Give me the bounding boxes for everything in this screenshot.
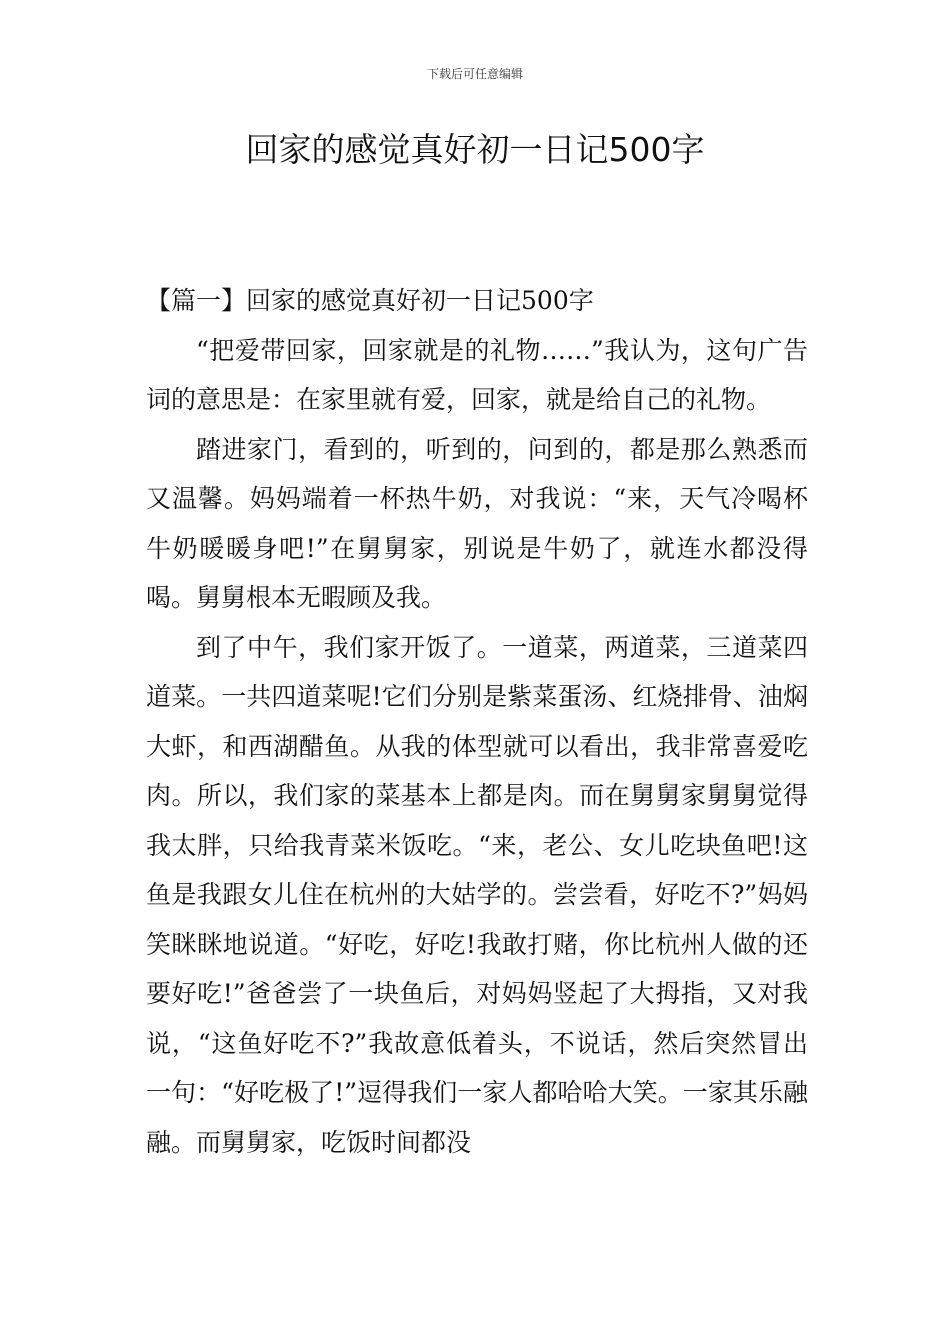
page-title: 回家的感觉真好初一日记500字 xyxy=(245,130,705,169)
paragraph-3: 到了中午，我们家开饭了。一道菜，两道菜，三道菜四道菜。一共四道菜呢!它们分别是紫菜蛋汤、红烧排骨、油焖大虾，和西湖醋鱼。从我的体型就可以看出，我非常喜爱吃肉。所以，我们家的菜基本上都是肉。而在舅舅家舅舅觉得我太胖，只给我青菜米饭吃。“来，老公、女儿吃块鱼吧!这鱼是我跟女儿住在杭州的大姑学的。尝尝看，好吃不?”妈妈笑眯眯地说道。“好吃，好吃!我敢打赌，你比杭州人做的还要好吃!”爸爸尝了一块鱼后，对妈妈竖起了大拇指，又对我说，“这鱼好吃不?”我故意低着头，不说话，然后突然冒出一句：“好吃极了!”逗得我们一家人都哈哈大笑。一家其乐融融。而舅舅家，吃饭时间都没 xyxy=(146,632,808,1157)
header-note: 下载后可任意编辑 xyxy=(426,67,523,81)
article-body xyxy=(146,276,808,1167)
paragraph-2: 踏进家门，看到的，听到的，问到的，都是那么熟悉而又温馨。妈妈端着一杯热牛奶，对我说：“来，天气冷喝杯牛奶暖暖身吧!”在舅舅家，别说是牛奶了，就连水都没得喝。舅舅根本无暇顾及我。 xyxy=(146,434,808,612)
section-heading: 【篇一】回家的感觉真好初一日记500字 xyxy=(146,286,594,315)
paragraph-1: “把爱带回家，回家就是的礼物……”我认为，这句广告词的意思是：在家里就有爱，回家，就是给自己的礼物。 xyxy=(146,335,808,414)
